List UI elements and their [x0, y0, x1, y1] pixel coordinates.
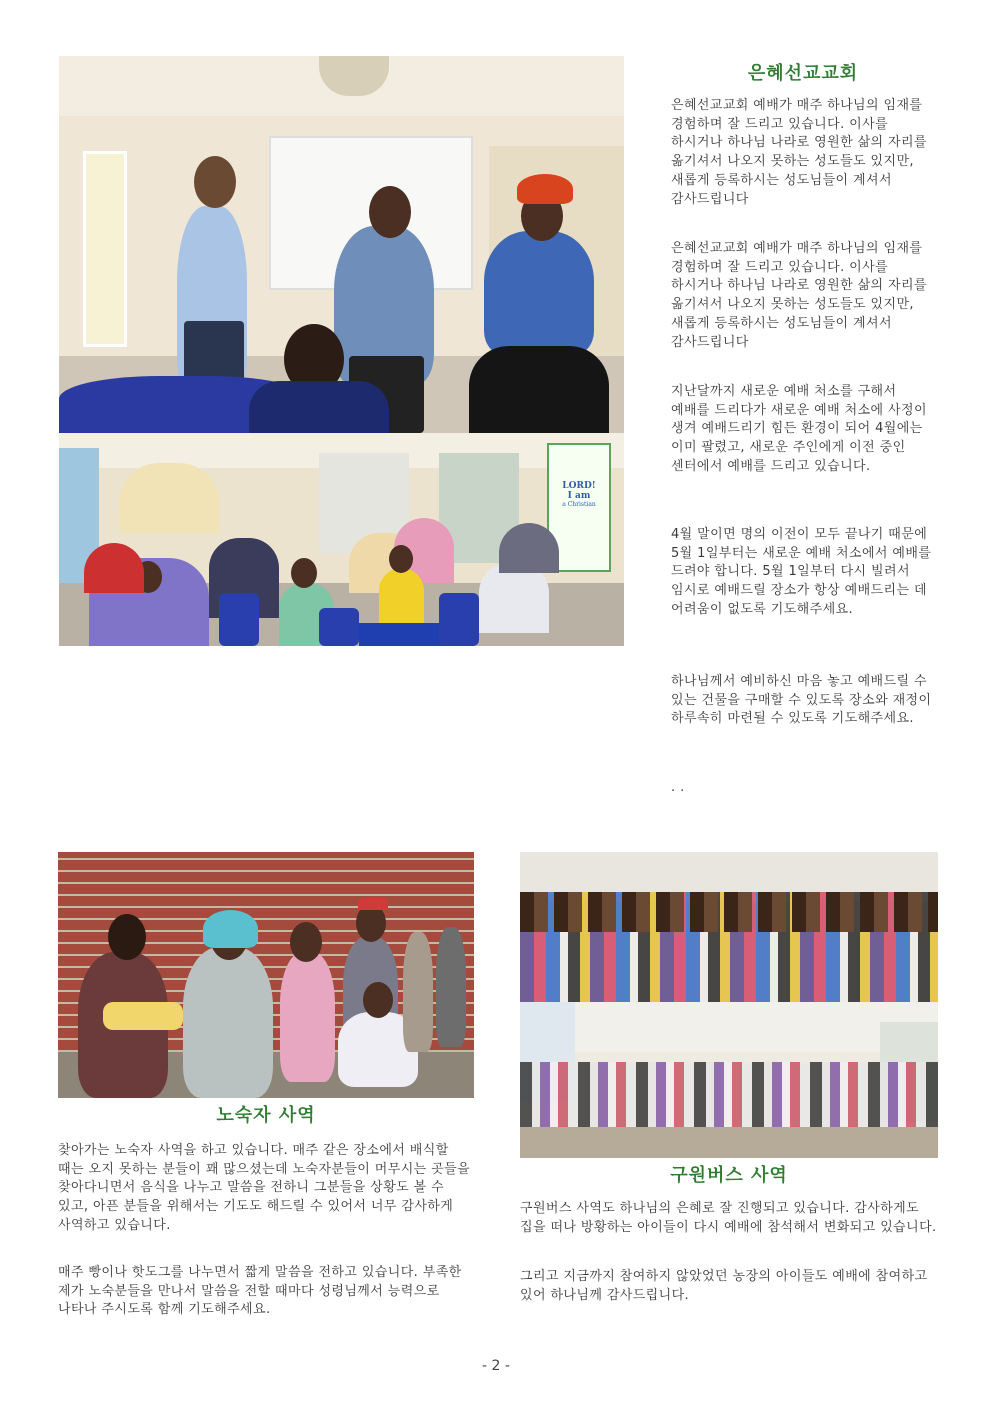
photo-bus-children-worship: [520, 1002, 938, 1158]
bus-section-title: 구원버스 사역: [670, 1165, 788, 1186]
bus-paragraph-1: 구원버스 사역도 하나님의 은혜로 잘 진행되고 있습니다. 감사하게도 집을 떠나 방황하는 아이들이 다시 예배에 참석해서 변화되고 있습니다.: [520, 1201, 937, 1235]
homeless-paragraph-2: 매주 빵이나 핫도그를 나누면서 짧게 말씀을 전하고 있습니다. 부족한 제가 노숙분들을 만나서 말씀을 전할 때마다 성령님께서 능력으로 나타나 주시도록 함께 기도해주세요.: [58, 1265, 462, 1318]
church-paragraph-4: 4월 말이면 명의 이전이 모두 끝나기 때문에 5월 1일부터는 새로운 예배 처소에서 예배를 드려야 합니다. 5월 1일부터 다시 빌려서 임시로 예배드릴 장소가 항상 예배드리는 데 어려움이 없도록 기도해주세요.: [671, 527, 932, 617]
church-paragraph-3: 지난달까지 새로운 예배 처소를 구해서 예배를 드리다가 새로운 예배 처소에 사정이 생겨 예배드리기 힘든 환경이 되어 4월에는 이미 팔렸고, 새로운 주인에게 이전 중인 센터에서 예배를 드리고 있습니다.: [671, 384, 927, 474]
photo-congregation: [59, 433, 624, 646]
homeless-paragraph-1: 찾아가는 노숙자 사역을 하고 있습니다. 매주 같은 장소에서 배식할 때는 오지 못하는 분들이 꽤 많으셨는데 노숙자분들이 머무시는 곳들을 찾아다니면서 음식을 나누고 말씀을 전하니 그분들을 상황도 볼 수 있고, 아픈 분들을 위해서는 기도도 해드릴 수 있어서 너무 감사하게 사역하고 있습니다.: [58, 1143, 471, 1233]
photo-homeless-ministry: [58, 852, 474, 1098]
church-paragraph-5: 하나님께서 예비하신 마음 놓고 예배드릴 수 있는 건물을 구매할 수 있도록 장소와 재정이 하루속히 마련될 수 있도록 기도해주세요.: [671, 674, 932, 727]
banner-text-iam: I am: [567, 491, 591, 501]
church-paragraph-6: . .: [671, 780, 685, 795]
photo-bus-children-standing: [520, 852, 938, 1002]
church-paragraph-1: 은혜선교교회 예배가 매주 하나님의 임재를 경험하며 잘 드리고 있습니다. 이사를 하시거나 하나님 나라로 영원한 삶의 자리를 옮기셔서 나오지 못하는 성도들도 있지만, 새롭게 등록하시는 성도님들이 계셔서 감사드립니다: [671, 98, 927, 207]
banner-text-christian: a Christian: [562, 501, 596, 508]
church-paragraph-2: 은혜선교교회 예배가 매주 하나님의 임재를 경험하며 잘 드리고 있습니다. 이사를 하시거나 하나님 나라로 영원한 삶의 자리를 옮기셔서 나오지 못하는 성도들도 있지만, 새롭게 등록하시는 성도님들이 계셔서 감사드립니다: [671, 241, 927, 350]
page-number: - 2 -: [482, 1358, 510, 1374]
photo-worship-leaders: [59, 56, 624, 433]
homeless-section-title: 노숙자 사역: [216, 1105, 316, 1126]
bus-paragraph-2: 그리고 지금까지 참여하지 않았었던 농장의 아이들도 예배에 참여하고 있어 하나님께 감사드립니다.: [520, 1269, 928, 1303]
banner-text-lord: LORD!: [562, 481, 596, 491]
church-section-title: 은혜선교교회: [747, 63, 859, 84]
